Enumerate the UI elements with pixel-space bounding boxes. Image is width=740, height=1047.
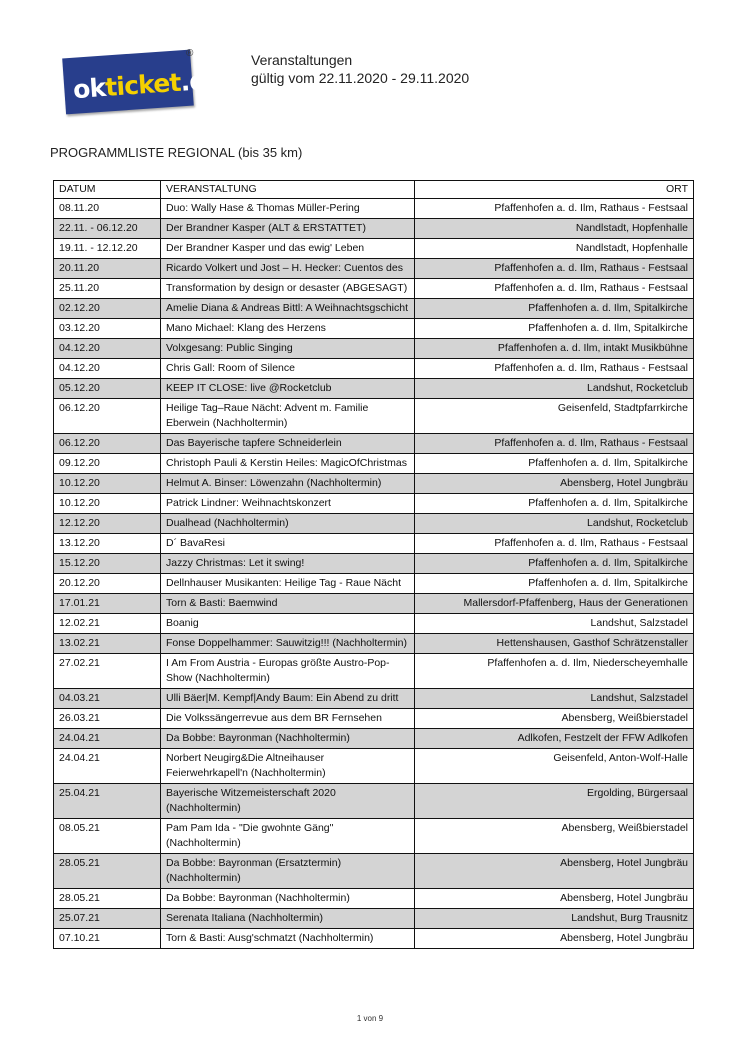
cell-veranstaltung: Dellnhauser Musikanten: Heilige Tag - Raue Nächt (161, 574, 415, 594)
table-row (54, 379, 694, 399)
table-row (54, 319, 694, 339)
cell-veranstaltung: Duo: Wally Hase & Thomas Müller-Pering (161, 199, 415, 219)
cell-datum: 02.12.20 (54, 299, 161, 319)
cell-veranstaltung: Da Bobbe: Bayronman (Ersatztermin) (Nachholtermin) (161, 854, 415, 889)
table-row (54, 634, 694, 654)
cell-veranstaltung: Volxgesang: Public Singing (161, 339, 415, 359)
table-row (54, 339, 694, 359)
cell-ort: Geisenfeld, Stadtpfarrkirche (415, 399, 694, 434)
cell-veranstaltung: Helmut A. Binser: Löwenzahn (Nachholtermin) (161, 474, 415, 494)
cell-ort: Pfaffenhofen a. d. Ilm, Rathaus - Festsaal (415, 434, 694, 454)
table-row (54, 279, 694, 299)
cell-veranstaltung: Transformation by design or desaster (ABGESAGT) (161, 279, 415, 299)
cell-datum: 28.05.21 (54, 889, 161, 909)
logo-part-de: .de (179, 64, 224, 97)
cell-datum: 10.12.20 (54, 474, 161, 494)
cell-ort: Pfaffenhofen a. d. Ilm, Spitalkirche (415, 574, 694, 594)
cell-ort: Pfaffenhofen a. d. Ilm, Spitalkirche (415, 299, 694, 319)
cell-ort: Abensberg, Hotel Jungbräu (415, 929, 694, 949)
cell-datum: 17.01.21 (54, 594, 161, 614)
column-header-veranstaltung: VERANSTALTUNG (161, 181, 415, 199)
cell-datum: 22.11. - 06.12.20 (54, 219, 161, 239)
cell-ort: Geisenfeld, Anton-Wolf-Halle (415, 749, 694, 784)
cell-datum: 12.12.20 (54, 514, 161, 534)
table-row (54, 784, 694, 819)
cell-veranstaltung: Mano Michael: Klang des Herzens (161, 319, 415, 339)
table-row (54, 199, 694, 219)
cell-veranstaltung: Der Brandner Kasper (ALT & ERSTATTET) (161, 219, 415, 239)
cell-ort: Ergolding, Bürgersaal (415, 784, 694, 819)
table-row (54, 729, 694, 749)
cell-datum: 24.04.21 (54, 729, 161, 749)
cell-veranstaltung: Dualhead (Nachholtermin) (161, 514, 415, 534)
cell-veranstaltung: Fonse Doppelhammer: Sauwitzig!!! (Nachholtermin) (161, 634, 415, 654)
cell-datum: 08.05.21 (54, 819, 161, 854)
table-row (54, 434, 694, 454)
cell-ort: Pfaffenhofen a. d. Ilm, Rathaus - Festsaal (415, 534, 694, 554)
table-row (54, 889, 694, 909)
cell-datum: 12.02.21 (54, 614, 161, 634)
cell-veranstaltung: Ricardo Volkert und Jost – H. Hecker: Cuentos des (161, 259, 415, 279)
cell-ort: Pfaffenhofen a. d. Ilm, Rathaus - Festsaal (415, 259, 694, 279)
cell-ort: Mallersdorf-Pfaffenberg, Haus der Generationen (415, 594, 694, 614)
cell-veranstaltung: I Am From Austria - Europas größte Austro-Pop-Show (Nachholtermin) (161, 654, 415, 689)
cell-ort: Hettenshausen, Gasthof Schrätzenstaller (415, 634, 694, 654)
cell-ort: Pfaffenhofen a. d. Ilm, Spitalkirche (415, 454, 694, 474)
cell-ort: Pfaffenhofen a. d. Ilm, Spitalkirche (415, 319, 694, 339)
section-title: PROGRAMMLISTE REGIONAL (bis 35 km) (50, 145, 303, 160)
cell-ort: Pfaffenhofen a. d. Ilm, Niederscheyemhalle (415, 654, 694, 689)
cell-datum: 19.11. - 12.12.20 (54, 239, 161, 259)
cell-datum: 24.04.21 (54, 749, 161, 784)
cell-ort: Adlkofen, Festzelt der FFW Adlkofen (415, 729, 694, 749)
cell-veranstaltung: Bayerische Witzemeisterschaft 2020 (Nachholtermin) (161, 784, 415, 819)
cell-datum: 13.12.20 (54, 534, 161, 554)
cell-veranstaltung: Boanig (161, 614, 415, 634)
cell-veranstaltung: Norbert Neugirg&Die Altneihauser Feierwehrkapell'n (Nachholtermin) (161, 749, 415, 784)
cell-datum: 26.03.21 (54, 709, 161, 729)
page-number: 1 von 9 (356, 1014, 384, 1023)
table-body (54, 199, 694, 949)
cell-datum: 15.12.20 (54, 554, 161, 574)
cell-datum: 04.12.20 (54, 359, 161, 379)
cell-ort: Abensberg, Weißbierstadel (415, 819, 694, 854)
table-row (54, 614, 694, 634)
table-row (54, 654, 694, 689)
column-header-datum: DATUM (54, 181, 161, 199)
cell-datum: 20.11.20 (54, 259, 161, 279)
cell-datum: 25.11.20 (54, 279, 161, 299)
cell-veranstaltung: D´ BavaResi (161, 534, 415, 554)
cell-veranstaltung: Torn & Basti: Baemwind (161, 594, 415, 614)
table-row (54, 709, 694, 729)
cell-veranstaltung: Da Bobbe: Bayronman (Nachholtermin) (161, 889, 415, 909)
cell-ort: Landshut, Rocketclub (415, 514, 694, 534)
column-header-ort: ORT (415, 181, 694, 199)
cell-ort: Pfaffenhofen a. d. Ilm, intakt Musikbühne (415, 339, 694, 359)
cell-veranstaltung: Christoph Pauli & Kerstin Heiles: MagicOfChristmas (161, 454, 415, 474)
cell-veranstaltung: Jazzy Christmas: Let it swing! (161, 554, 415, 574)
cell-veranstaltung: Da Bobbe: Bayronman (Nachholtermin) (161, 729, 415, 749)
cell-datum: 04.12.20 (54, 339, 161, 359)
cell-datum: 06.12.20 (54, 399, 161, 434)
table-row (54, 689, 694, 709)
cell-datum: 08.11.20 (54, 199, 161, 219)
cell-datum: 03.12.20 (54, 319, 161, 339)
cell-veranstaltung: Der Brandner Kasper und das ewig' Leben (161, 239, 415, 259)
cell-veranstaltung: Serenata Italiana (Nachholtermin) (161, 909, 415, 929)
cell-veranstaltung: Amelie Diana & Andreas Bittl: A Weihnachtsgschicht (161, 299, 415, 319)
cell-ort: Abensberg, Hotel Jungbräu (415, 474, 694, 494)
table-row (54, 514, 694, 534)
cell-veranstaltung: Heilige Tag–Raue Nächt: Advent m. Familie Eberwein (Nachholtermin) (161, 399, 415, 434)
cell-datum: 06.12.20 (54, 434, 161, 454)
cell-datum: 13.02.21 (54, 634, 161, 654)
cell-ort: Pfaffenhofen a. d. Ilm, Spitalkirche (415, 554, 694, 574)
cell-datum: 25.07.21 (54, 909, 161, 929)
table-row (54, 819, 694, 854)
table-row (54, 474, 694, 494)
table-row (54, 534, 694, 554)
table-row (54, 494, 694, 514)
cell-ort: Pfaffenhofen a. d. Ilm, Rathaus - Festsaal (415, 199, 694, 219)
cell-veranstaltung: Patrick Lindner: Weihnachtskonzert (161, 494, 415, 514)
cell-ort: Landshut, Burg Trausnitz (415, 909, 694, 929)
okticket-logo (64, 48, 224, 112)
cell-veranstaltung: Torn & Basti: Ausg'schmatzt (Nachholtermin) (161, 929, 415, 949)
table-row (54, 594, 694, 614)
table-row (54, 909, 694, 929)
cell-datum: 07.10.21 (54, 929, 161, 949)
cell-veranstaltung: Das Bayerische tapfere Schneiderlein (161, 434, 415, 454)
cell-ort: Pfaffenhofen a. d. Ilm, Rathaus - Festsaal (415, 359, 694, 379)
table-row (54, 454, 694, 474)
table-row (54, 929, 694, 949)
cell-ort: Landshut, Rocketclub (415, 379, 694, 399)
cell-ort: Abensberg, Hotel Jungbräu (415, 854, 694, 889)
logo-part-ok: ok (72, 73, 107, 105)
table-row (54, 554, 694, 574)
cell-ort: Landshut, Salzstadel (415, 689, 694, 709)
cell-datum: 04.03.21 (54, 689, 161, 709)
program-table (53, 180, 694, 949)
cell-datum: 05.12.20 (54, 379, 161, 399)
table-header-row (54, 181, 694, 199)
cell-veranstaltung: Die Volkssängerrevue aus dem BR Fernsehen (161, 709, 415, 729)
logo-part-ticket: ticket (104, 67, 182, 102)
cell-veranstaltung: Pam Pam Ida - "Die gwohnte Gäng" (Nachholtermin) (161, 819, 415, 854)
cell-ort: Abensberg, Weißbierstadel (415, 709, 694, 729)
cell-datum: 09.12.20 (54, 454, 161, 474)
table-row (54, 359, 694, 379)
cell-ort: Nandlstadt, Hopfenhalle (415, 219, 694, 239)
registered-mark: ® (186, 48, 194, 59)
table-row (54, 239, 694, 259)
cell-ort: Landshut, Salzstadel (415, 614, 694, 634)
table-row (54, 854, 694, 889)
table-row (54, 259, 694, 279)
cell-ort: Pfaffenhofen a. d. Ilm, Rathaus - Festsaal (415, 279, 694, 299)
cell-veranstaltung: Chris Gall: Room of Silence (161, 359, 415, 379)
table-row (54, 399, 694, 434)
cell-datum: 10.12.20 (54, 494, 161, 514)
cell-datum: 27.02.21 (54, 654, 161, 689)
table-row (54, 574, 694, 594)
cell-datum: 25.04.21 (54, 784, 161, 819)
cell-datum: 20.12.20 (54, 574, 161, 594)
cell-ort: Nandlstadt, Hopfenhalle (415, 239, 694, 259)
cell-ort: Abensberg, Hotel Jungbräu (415, 889, 694, 909)
document-title: Veranstaltungen (251, 52, 353, 68)
table-row (54, 219, 694, 239)
cell-datum: 28.05.21 (54, 854, 161, 889)
table-row (54, 749, 694, 784)
validity-period: gültig vom 22.11.2020 - 29.11.2020 (251, 70, 470, 86)
cell-ort: Pfaffenhofen a. d. Ilm, Spitalkirche (415, 494, 694, 514)
cell-veranstaltung: KEEP IT CLOSE: live @Rocketclub (161, 379, 415, 399)
table-row (54, 299, 694, 319)
cell-veranstaltung: Ulli Bäer|M. Kempf|Andy Baum: Ein Abend zu dritt (161, 689, 415, 709)
